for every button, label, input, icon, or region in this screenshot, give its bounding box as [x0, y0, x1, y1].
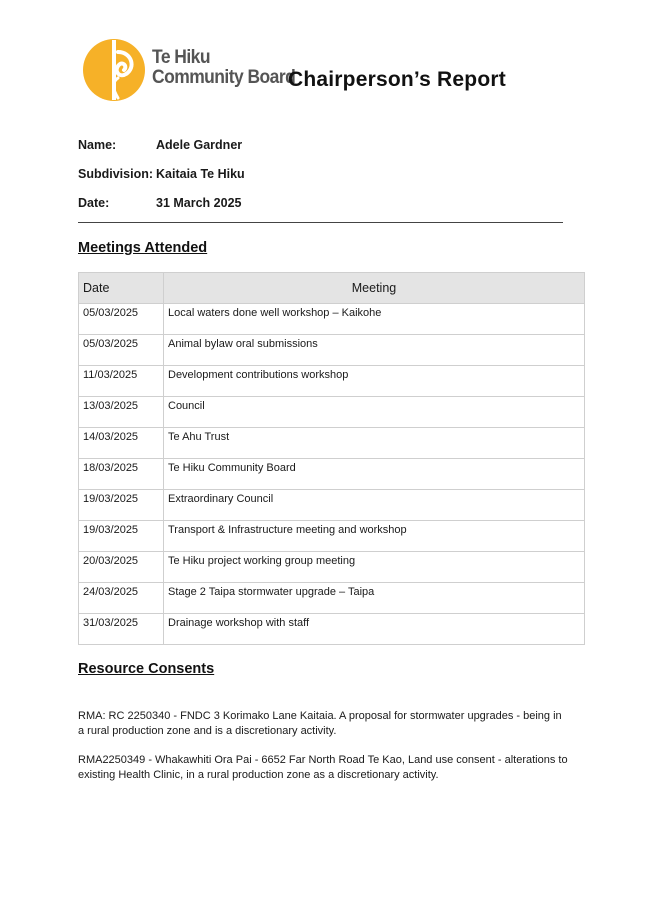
- table-row: [79, 304, 585, 335]
- subdivision-label: Subdivision:: [78, 167, 153, 181]
- table-row: [79, 490, 585, 521]
- row-date: 11/03/2025: [79, 366, 164, 397]
- table-row: [79, 428, 585, 459]
- te-hiku-logo-icon: [82, 38, 146, 102]
- row-meeting: Local waters done well workshop – Kaikohe: [164, 304, 585, 335]
- row-date: 14/03/2025: [79, 428, 164, 459]
- table-row: [79, 552, 585, 583]
- row-meeting: Transport & Infrastructure meeting and workshop: [164, 521, 585, 552]
- row-meeting: Te Hiku Community Board: [164, 459, 585, 490]
- name-label: Name:: [78, 138, 117, 152]
- logo-wordmark: [152, 48, 295, 88]
- row-date: 31/03/2025: [79, 614, 164, 645]
- table-row: [79, 459, 585, 490]
- row-meeting: Animal bylaw oral submissions: [164, 335, 585, 366]
- table-row: [79, 397, 585, 428]
- table-row: [79, 614, 585, 645]
- table-row: [79, 583, 585, 614]
- name-value: Adele Gardner: [156, 138, 243, 152]
- row-meeting: Stage 2 Taipa stormwater upgrade – Taipa: [164, 583, 585, 614]
- date-label: Date:: [78, 196, 110, 210]
- column-header-meeting: Meeting: [164, 273, 585, 304]
- table-row: [79, 366, 585, 397]
- column-header-date: Date: [79, 273, 164, 304]
- row-date: 18/03/2025: [79, 459, 164, 490]
- row-date: 05/03/2025: [79, 304, 164, 335]
- row-date: 05/03/2025: [79, 335, 164, 366]
- report-header: [82, 38, 562, 104]
- row-meeting: Council: [164, 397, 585, 428]
- table-row: [79, 335, 585, 366]
- row-meeting: Te Hiku project working group meeting: [164, 552, 585, 583]
- date-value: 31 March 2025: [156, 196, 242, 210]
- row-meeting: Drainage workshop with staff: [164, 614, 585, 645]
- consents-heading: Resource Consents: [78, 661, 215, 677]
- row-meeting: Te Ahu Trust: [164, 428, 585, 459]
- logo-line-2: Community Board: [152, 67, 296, 88]
- header-divider: [78, 222, 563, 223]
- consent-paragraph: RMA: RC 2250340 - FNDC 3 Korimako Lane Kaitaia. A proposal for stormwater upgrades - being in a rural production zone and is a discretionary activity.: [78, 710, 562, 737]
- row-meeting: Extraordinary Council: [164, 490, 585, 521]
- table-header-row: [79, 273, 585, 304]
- row-meeting: Development contributions workshop: [164, 366, 585, 397]
- row-date: 24/03/2025: [79, 583, 164, 614]
- row-date: 19/03/2025: [79, 490, 164, 521]
- subdivision-value: Kaitaia Te Hiku: [156, 167, 245, 181]
- row-date: 20/03/2025: [79, 552, 164, 583]
- meetings-heading: Meetings Attended: [78, 240, 208, 256]
- table-row: [79, 521, 585, 552]
- row-date: 19/03/2025: [79, 521, 164, 552]
- consent-paragraph: RMA2250349 - Whakawhiti Ora Pai - 6652 Far North Road Te Kao, Land use consent - alterations to existing Health Clinic, in a rural production zone as a discretionary activity.: [78, 754, 568, 781]
- report-title: Chairperson’s Report: [288, 68, 506, 91]
- row-date: 13/03/2025: [79, 397, 164, 428]
- logo-line-1: Te Hiku: [152, 47, 210, 68]
- meetings-table: [78, 272, 585, 645]
